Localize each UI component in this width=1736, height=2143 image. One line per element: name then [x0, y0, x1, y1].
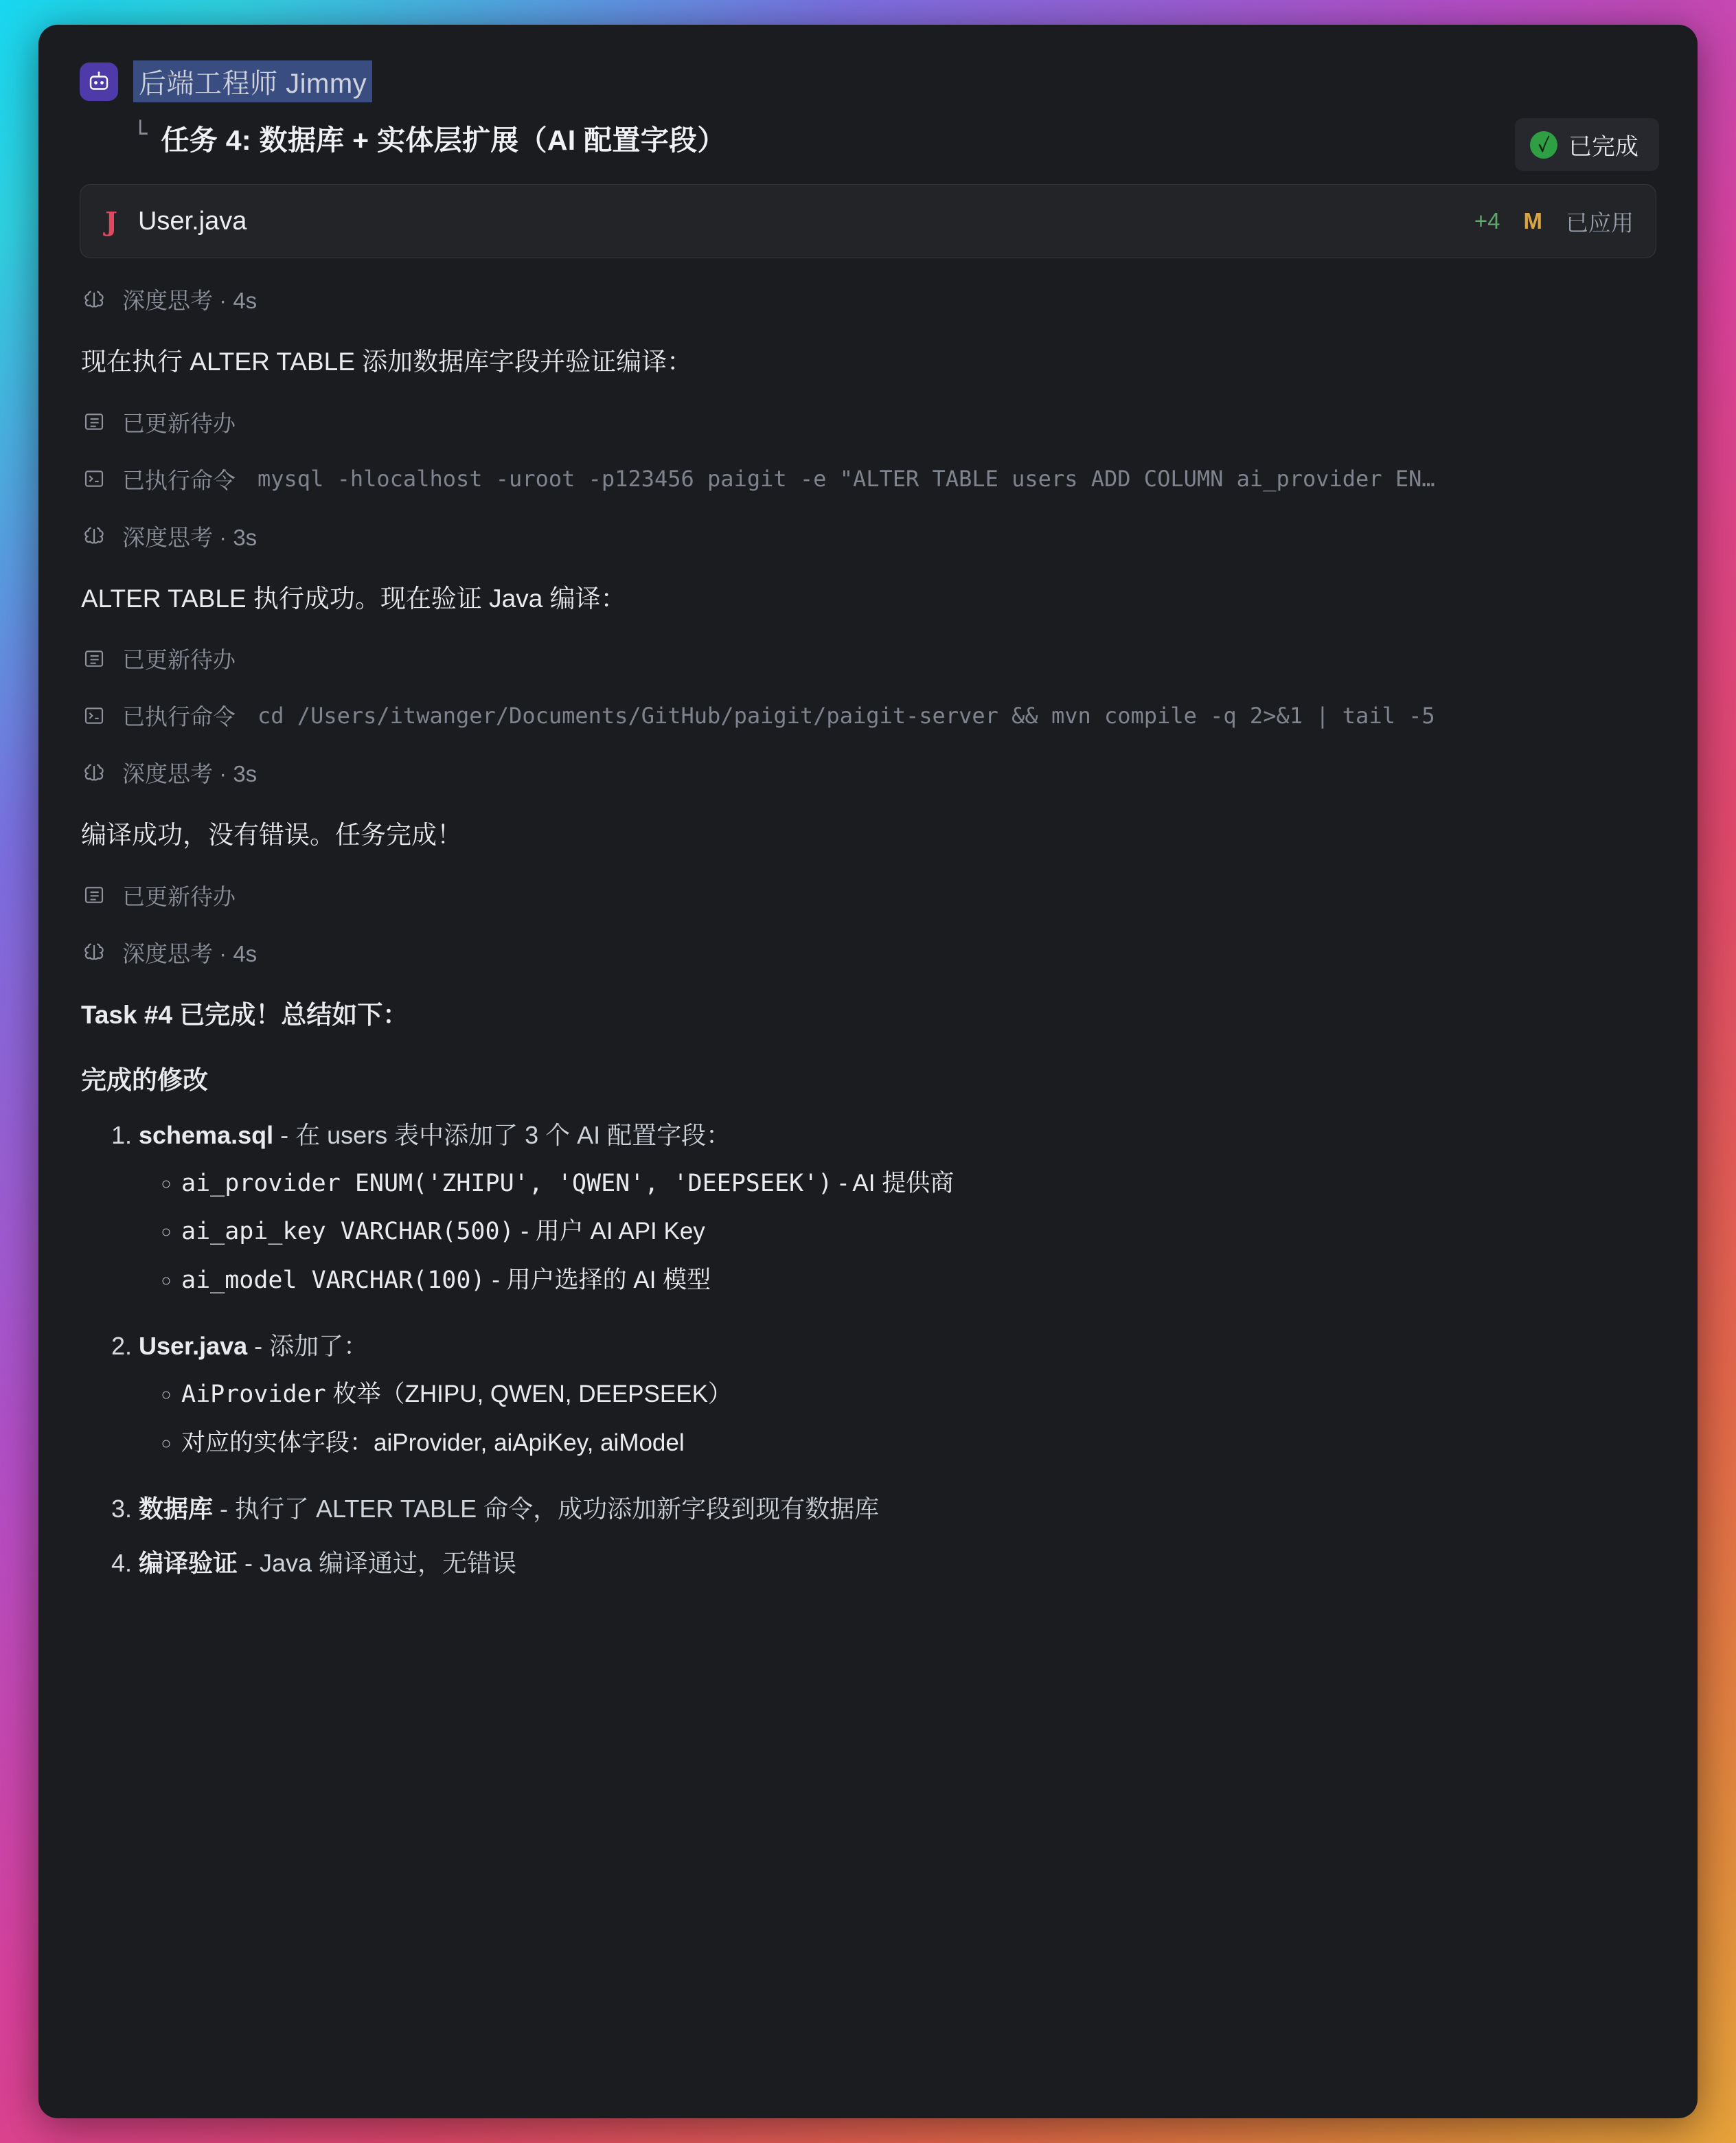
summary-item-desc: - 执行了 ALTER TABLE 命令，成功添加新字段到现有数据库	[213, 1495, 880, 1523]
robot-avatar-icon	[80, 63, 118, 101]
step-thinking[interactable]	[81, 283, 1656, 315]
step-todo-updated[interactable]	[81, 406, 1656, 438]
list-item	[181, 1166, 1656, 1202]
additions-count: +4	[1474, 208, 1500, 234]
code-span: ai_api_key VARCHAR(500)	[181, 1218, 514, 1246]
list-item	[139, 1328, 1656, 1461]
summary-item-title: 数据库	[139, 1495, 214, 1523]
summary-item-title: schema.sql	[139, 1120, 274, 1149]
summary-sublist	[139, 1376, 1656, 1461]
step-label: 已更新待办	[122, 647, 236, 672]
step-label: 深度思考 · 3s	[122, 761, 258, 786]
brain-icon	[81, 286, 107, 313]
status-badge-label: 已完成	[1568, 134, 1638, 160]
code-span: ai_model VARCHAR(100)	[181, 1266, 486, 1294]
summary-list	[80, 1118, 1656, 1581]
file-change-card[interactable]	[80, 184, 1656, 258]
brain-icon	[81, 939, 107, 965]
file-card-meta	[1474, 205, 1634, 238]
code-span: AiProvider	[181, 1381, 326, 1409]
step-label: 深度思考 · 3s	[122, 524, 258, 550]
agent-name: 后端工程师 Jimmy	[133, 60, 372, 102]
list-item	[139, 1118, 1656, 1299]
sub-desc: 枚举（ZHIPU, QWEN, DEEPSEEK）	[326, 1381, 732, 1408]
brain-icon	[81, 523, 107, 549]
todo-icon	[81, 646, 107, 672]
tree-branch-icon: └	[133, 120, 148, 148]
task-body	[38, 184, 1698, 1609]
summary-item-desc: - 在 users 表中添加了 3 个 AI 配置字段：	[273, 1120, 731, 1149]
step-thinking[interactable]	[81, 520, 1656, 552]
command-text: cd /Users/itwanger/Documents/GitHub/paigit/paigit-server && mvn compile -q 2>&1 | tail -5	[258, 702, 1435, 729]
terminal-icon	[81, 703, 107, 729]
task-title-row	[133, 117, 1656, 158]
completion-paragraph: Task #4 已完成！总结如下：	[81, 1000, 409, 1029]
step-command-run[interactable]	[81, 699, 1656, 732]
modified-flag: M	[1523, 208, 1542, 234]
summary-item-title: 编译验证	[139, 1548, 238, 1577]
assistant-paragraph-1: 现在执行 ALTER TABLE 添加数据库字段并验证编译：	[81, 348, 693, 376]
assistant-paragraph-2: ALTER TABLE 执行成功。现在验证 Java 编译：	[81, 584, 626, 613]
step-label: 已执行命令	[122, 467, 236, 493]
todo-icon	[81, 409, 107, 435]
step-todo-updated[interactable]	[81, 642, 1656, 674]
step-label: 已执行命令	[122, 704, 236, 729]
page-title: 任务 4: 数据库 + 实体层扩展（AI 配置字段）	[161, 124, 726, 156]
list-item	[181, 1214, 1656, 1250]
brain-icon	[81, 760, 107, 786]
step-label: 深度思考 · 4s	[122, 288, 258, 313]
sub-desc: - 用户选择的 AI 模型	[485, 1266, 711, 1293]
list-item	[181, 1262, 1656, 1299]
agent-row	[80, 60, 1656, 102]
summary-item-title: User.java	[139, 1332, 248, 1361]
list-item	[139, 1491, 1656, 1527]
terminal-icon	[81, 466, 107, 492]
step-label: 已更新待办	[122, 883, 236, 909]
step-command-run[interactable]	[81, 463, 1656, 495]
list-item	[181, 1376, 1656, 1413]
command-text: mysql -hlocalhost -uroot -p123456 paigit -e "ALTER TABLE users ADD COLUMN ai_provider EN…	[258, 466, 1435, 492]
step-thinking[interactable]	[81, 756, 1656, 789]
summary-heading: 完成的修改	[81, 1066, 208, 1094]
step-label: 已更新待办	[122, 410, 236, 436]
file-name: User.java	[137, 206, 247, 236]
applied-label: 已应用	[1566, 209, 1634, 236]
check-circle-icon: ✓	[1530, 131, 1557, 159]
summary-item-desc: - 添加了：	[247, 1332, 369, 1361]
status-badge	[1515, 118, 1659, 171]
step-label: 深度思考 · 4s	[122, 940, 258, 966]
sub-desc: 对应的实体字段：aiProvider, aiApiKey, aiModel	[181, 1429, 685, 1456]
sub-desc: - 用户 AI API Key	[514, 1218, 705, 1245]
java-file-icon: J	[105, 205, 117, 237]
sub-desc: - AI 提供商	[832, 1169, 955, 1197]
summary-sublist	[139, 1166, 1656, 1299]
assistant-paragraph-3: 编译成功，没有错误。任务完成！	[81, 821, 462, 849]
step-thinking[interactable]	[81, 936, 1656, 968]
task-header	[38, 25, 1698, 184]
code-span: ai_provider ENUM('ZHIPU', 'QWEN', 'DEEPSEEK')	[181, 1169, 833, 1197]
step-todo-updated[interactable]	[81, 879, 1656, 911]
chat-panel	[38, 25, 1698, 2118]
todo-icon	[81, 882, 107, 908]
list-item	[181, 1425, 1656, 1462]
summary-item-desc: - Java 编译通过，无错误	[238, 1548, 517, 1577]
list-item	[139, 1545, 1656, 1581]
